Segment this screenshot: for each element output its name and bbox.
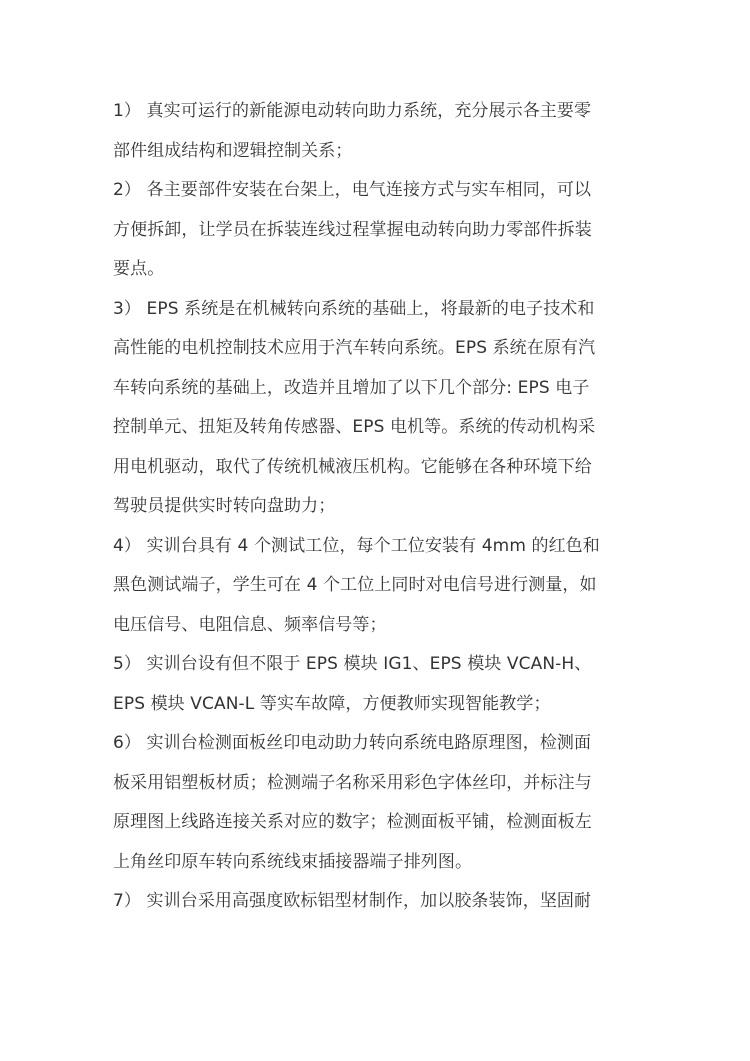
text-line: 要点。	[113, 259, 165, 279]
text-line: 2） 各主要部件安装在台架上，电气连接方式与实车相同，可以	[113, 180, 592, 200]
text-line: 6） 实训台检测面板丝印电动助力转向系统电路原理图，检测面	[113, 733, 592, 753]
text-line: 1） 真实可运行的新能源电动转向助力系统，充分展示各主要零	[113, 101, 592, 121]
text-line: 部件组成结构和逻辑控制关系；	[113, 140, 353, 161]
text-line: 控制单元、扭矩及转角传感器、EPS 电机等。系统的传动机构采	[113, 417, 596, 437]
text-line: 电压信号、电阻信息、频率信号等；	[113, 614, 387, 635]
text-line: 黑色测试端子，学生可在 4 个工位上同时对电信号进行测量，如	[113, 575, 597, 595]
text-line: 驾驶员提供实时转向盘助力；	[113, 496, 336, 516]
text-line: 上角丝印原车转向系统线束插接器端子排列图。	[113, 851, 473, 872]
text-line: EPS 模块 VCAN-L 等实车故障，方便教师实现智能教学；	[113, 693, 551, 714]
text-line: 方便拆卸，让学员在拆装连线过程掌握电动转向助力零部件拆装	[113, 219, 592, 240]
text-line: 车转向系统的基础上，改造并且增加了以下几个部分: EPS 电子	[113, 377, 590, 398]
text-line: 板采用铝塑板材质；检测端子名称采用彩色字体丝印，并标注与	[113, 772, 592, 793]
text-line: 用电机驱动，取代了传统机械液压机构。它能够在各种环境下给	[113, 456, 592, 477]
text-line: 原理图上线路连接关系对应的数字；检测面板平铺，检测面板左	[113, 812, 592, 832]
text-line: 高性能的电机控制技术应用于汽车转向系统。EPS 系统在原有汽	[113, 338, 596, 358]
text-line: 4） 实训台具有 4 个测试工位，每个工位安装有 4mm 的红色和	[113, 535, 600, 556]
text-line: 5） 实训台设有但不限于 EPS 模块 IG1、EPS 模块 VCAN-H、	[113, 654, 592, 674]
text-line: 3） EPS 系统是在机械转向系统的基础上，将最新的电子技术和	[113, 298, 595, 319]
document-body	[113, 92, 643, 922]
text-line: 7） 实训台采用高强度欧标铝型材制作，加以胶条装饰，坚固耐	[113, 891, 592, 911]
